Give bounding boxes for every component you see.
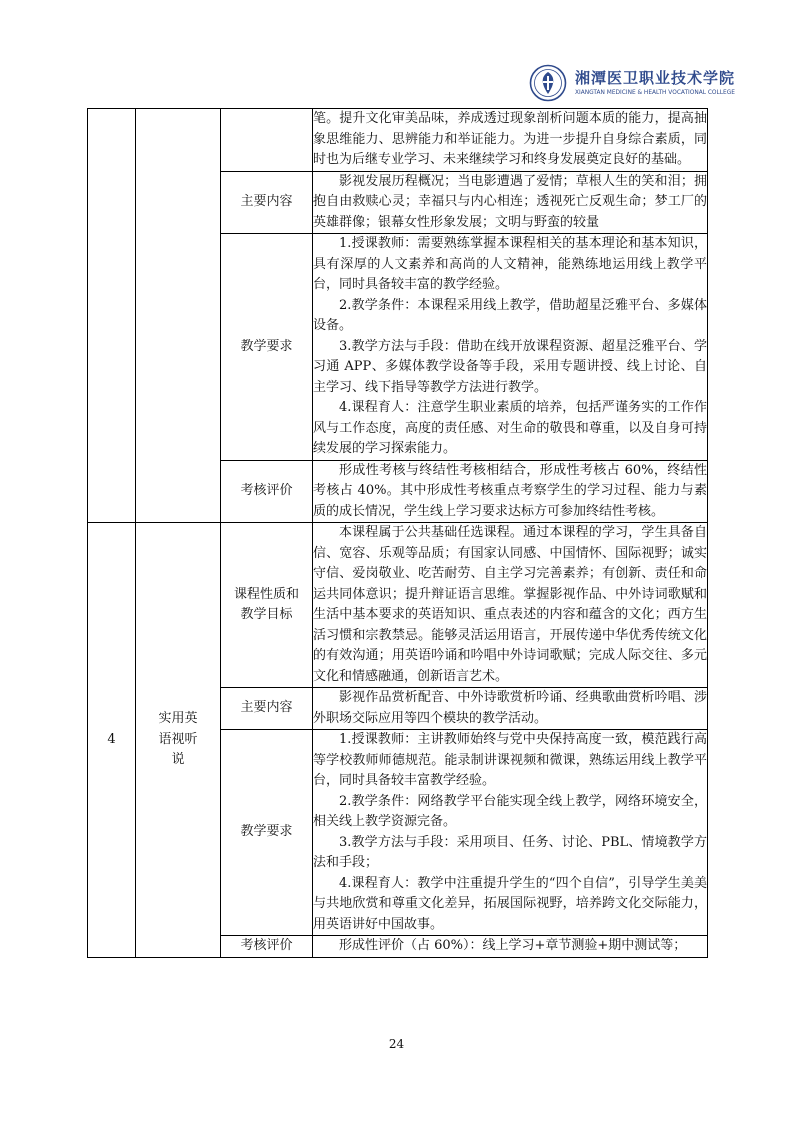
table-row (88, 523, 708, 688)
row-label-cell: 主要内容 (221, 171, 313, 234)
content-text: 影视发展历程概况；当电影遭遇了爱情；草根人生的笑和泪；拥抱自由救赎心灵；幸福只与内心相连；透视死亡反观生命；梦工厂的英雄群像；银幕女性形象发展；文明与野蛮的较量 (313, 173, 707, 230)
assessment-text: 形成性考核与终结性考核相结合，形成性考核占 60%，终结性考核占 40%。其中形成性考核重点考察学生的学习过程、能力与素质的成长情况，学生线上学习要求达标方可参加终结性考核。 (313, 462, 707, 519)
row-label-cell: 教学要求 (221, 234, 313, 461)
requirements-cell (313, 234, 708, 461)
objective-text: 笔。提升文化审美品味，养成透过现象剖析问题本质的能力，提高抽象思维能力、思辨能力和举证能力。为进一步提升自身综合素质，同时也为后继专业学习、未来继续学习和终身发展奠定良好的基础。 (313, 111, 707, 167)
nature-cell (313, 523, 708, 688)
objective-cell (313, 109, 708, 172)
content-cell (313, 171, 708, 234)
course-name-cell (136, 523, 221, 958)
curriculum-table (87, 108, 708, 958)
requirement-item: 4.课程育人：教学中注重提升学生的“四个自信”，引导学生美美与共地欣赏和尊重文化差异，拓展国际视野，培养跨文化交际能力，用英语讲好中国故事。 (313, 875, 707, 932)
assessment-text: 形成性评价（占 60%）：线上学习+章节测验+期中测试等； (339, 938, 687, 953)
page-number: 24 (388, 1037, 405, 1051)
requirement-item: 2.教学条件：网络教学平台能实现全线上教学，网络环境安全，相关线上教学资源完备。 (313, 793, 707, 829)
row-label-cell: 考核评价 (221, 936, 313, 958)
course-number-cell: 4 (88, 523, 136, 958)
content-cell (313, 688, 708, 730)
college-name-en: XIANGTAN MEDICINE & HEALTH VOCATIONAL COLLEGE (575, 88, 735, 96)
course-name-cell (136, 109, 221, 523)
requirement-item: 3.教学方法与手段：借助在线开放课程资源、超星泛雅平台、学习通 APP、多媒体教学设备等手段，采用专题讲授、线上讨论、自主学习、线下指导等教学方法进行教学。 (313, 338, 707, 395)
assessment-cell (313, 936, 708, 958)
requirement-item: 2.教学条件：本课程采用线上教学，借助超星泛雅平台、多媒体设备。 (313, 297, 707, 333)
nature-text: 本课程属于公共基础任选课程。通过本课程的学习，学生具备自信、宽容、乐观等品质；有国家认同感、中国情怀、国际视野；诚实守信、爱岗敬业、吃苦耐劳、自主学习完善素养；有创新、责任和命运共同体意识；提升辩证语言思维。掌握影视作品、中外诗词歌赋和生活中基本要求的英语知识、重点表述的内容和蕴含的文化；西方生活习惯和宗教禁忌。能够灵活运用语言，开展传递中华优秀传统文化的有效沟通；用英语吟诵和吟唱中外诗词歌赋；完成人际交往、多元文化和情感融通，创新语言艺术。 (313, 525, 707, 684)
college-emblem-icon (529, 64, 567, 102)
college-logo (529, 64, 736, 108)
row-label-cell (221, 109, 313, 172)
row-label-cell: 考核评价 (221, 460, 313, 523)
requirement-item: 1.授课教师：主讲教师始终与党中央保持高度一致，模范践行高等学校教师师德规范。能录制讲课视频和微课，熟练运用线上教学平台，同时具备较丰富教学经验。 (313, 732, 707, 788)
row-label-cell: 主要内容 (221, 688, 313, 730)
nature-label: 课程性质和教学目标 (233, 586, 299, 622)
content-text: 影视作品赏析配音、中外诗歌赏析吟诵、经典歌曲赏析吟唱、涉外职场交际应用等四个模块的教学活动。 (313, 690, 707, 726)
requirement-item: 1.授课教师：需要熟练掌握本课程相关的基本理论和基本知识，具有深厚的人文素养和高尚的人文精神，能熟练地运用线上教学平台，同时具备较丰富的教学经验。 (313, 236, 707, 292)
requirement-item: 4.课程育人：注意学生职业素质的培养，包括严谨务实的工作作风与工作态度，高度的责任感、对生命的敬畏和尊重，以及自身可持续发展的学习探索能力。 (313, 400, 707, 456)
row-label-cell: 教学要求 (221, 730, 313, 936)
table-row (88, 109, 708, 172)
college-name: 湘潭医卫职业技术学院 (575, 69, 736, 87)
course-number-cell (88, 109, 136, 523)
assessment-cell (313, 460, 708, 523)
requirement-item: 3.教学方法与手段：采用项目、任务、讨论、PBL、情境教学方法和手段； (313, 834, 707, 870)
row-label-cell (221, 523, 313, 688)
course-name: 实用英语视听说 (158, 711, 198, 767)
requirements-cell (313, 730, 708, 936)
